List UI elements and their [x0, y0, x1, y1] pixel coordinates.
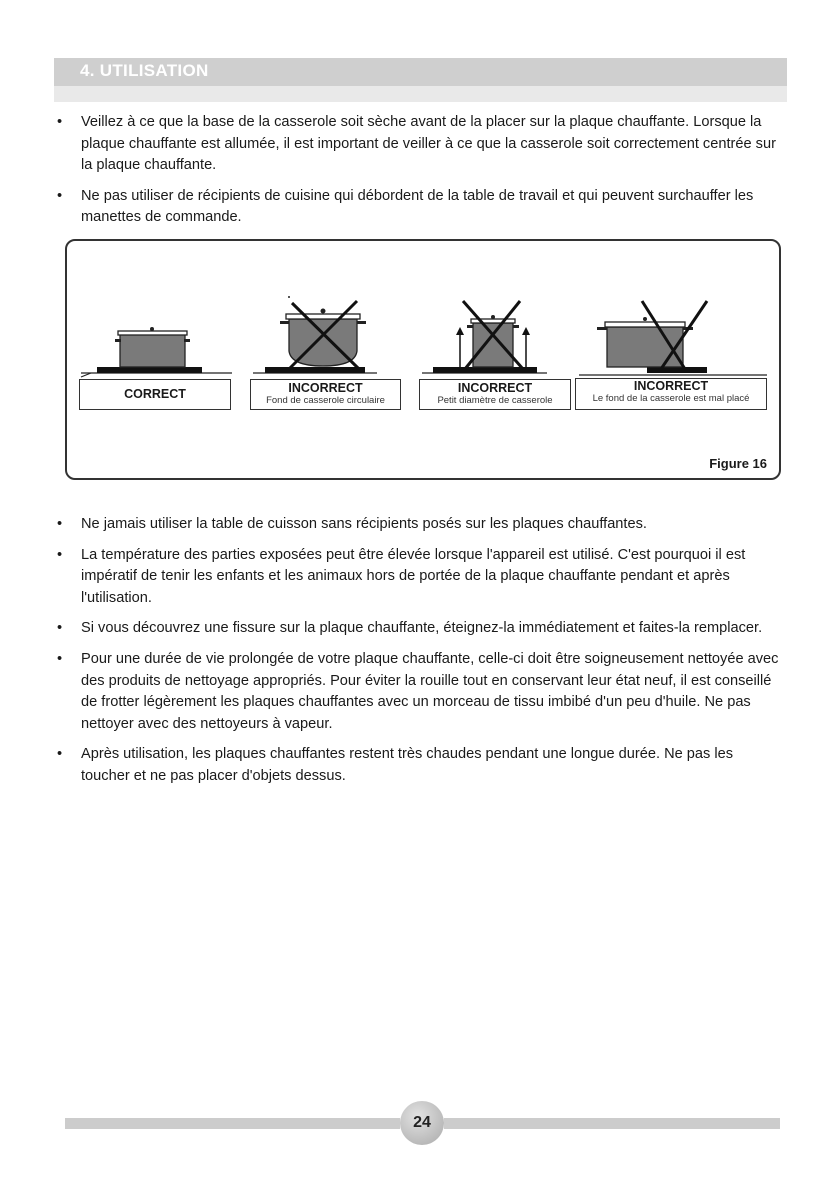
page-number: 24 — [400, 1101, 444, 1145]
panel-label-main: INCORRECT — [457, 381, 533, 395]
bullet-text: Après utilisation, les plaques chauffantes restent très chaudes pendant une longue durée. Ne pas les toucher et ne pas placer d'objets dessus. — [81, 746, 734, 784]
bullet-icon: • — [57, 187, 63, 204]
bullet-icon: • — [57, 546, 63, 563]
figure-caption: Figure 16 — [709, 456, 767, 471]
panel-label-main: INCORRECT — [633, 379, 709, 393]
bullet-item — [0, 545, 839, 610]
bullet-text: Veillez à ce que la base de la casserole soit sèche avant de la placer sur la plaque chauffante. Lorsque la plaque chauffante est allumée, il est important de veiller à ce que la casserole soit correctement centrée sur la plaque chauffante. — [81, 114, 776, 174]
bullet-list-top — [0, 112, 839, 238]
panel-label-main: INCORRECT — [288, 381, 363, 395]
bullet-text: Si vous découvrez une fissure sur la plaque chauffante, éteignez-la immédiatement et faites-la remplacer. — [81, 620, 763, 637]
bullet-icon: • — [57, 746, 63, 763]
panel-label-misplaced — [575, 378, 767, 410]
bullet-item — [0, 649, 839, 735]
panel-label-main: CORRECT — [124, 387, 186, 401]
panel-label-sub: Le fond de la casserole est mal placé — [592, 393, 750, 404]
panel-label-small-diameter — [419, 379, 571, 410]
figure-16-box — [65, 239, 781, 480]
bullet-item — [0, 514, 839, 536]
panel-label-correct — [79, 379, 231, 410]
panel-label-round-bottom — [250, 379, 401, 410]
bullet-icon: • — [57, 620, 63, 637]
misplaced-pan-illustration — [579, 301, 767, 375]
bullet-icon: • — [57, 516, 63, 532]
bullet-item — [0, 186, 839, 229]
bullet-item — [0, 112, 839, 177]
round-bottom-pan-illustration — [253, 296, 377, 373]
section-title: 4. UTILISATION — [80, 61, 209, 80]
bullet-text: Ne pas utiliser de récipients de cuisine qui débordent de la table de travail et qui peuvent surchauffer les manettes de commande. — [81, 187, 754, 226]
panel-label-sub: Petit diamètre de casserole — [437, 395, 553, 406]
small-pan-illustration — [422, 301, 547, 373]
bullet-item — [0, 618, 839, 640]
panel-label-sub: Fond de casserole circulaire — [266, 395, 385, 406]
footer-bar-right — [444, 1118, 780, 1129]
pan-illustrations — [67, 241, 778, 477]
bullet-text: Pour une durée de vie prolongée de votre plaque chauffante, celle-ci doit être soigneusement nettoyée avec des produits de nettoyage appropriés. Pour éviter la rouille tout en conservant leur état neuf, il est conseillé de frotter légèrement les plaques chauffantes avec un morceau de tissu imbibé d'un peu d'huile. Ne pas nettoyer avec des nettoyeurs à vapeur. — [81, 650, 779, 732]
footer-bar-left — [65, 1118, 400, 1129]
correct-pan-illustration — [81, 327, 232, 377]
section-header-underline — [54, 86, 787, 102]
bullet-list-bottom — [0, 514, 839, 797]
bullet-text: Ne jamais utiliser la table de cuisson sans récipients posés sur les plaques chauffantes. — [81, 516, 647, 532]
bullet-icon: • — [57, 650, 63, 667]
bullet-icon: • — [57, 114, 63, 130]
bullet-text: La température des parties exposées peut être élevée lorsque l'appareil est utilisé. C'est pourquoi il est impératif de tenir les enfants et les animaux hors de portée de la plaque chauffante pendant et après l'utilisation. — [81, 546, 746, 606]
bullet-item — [0, 744, 839, 787]
